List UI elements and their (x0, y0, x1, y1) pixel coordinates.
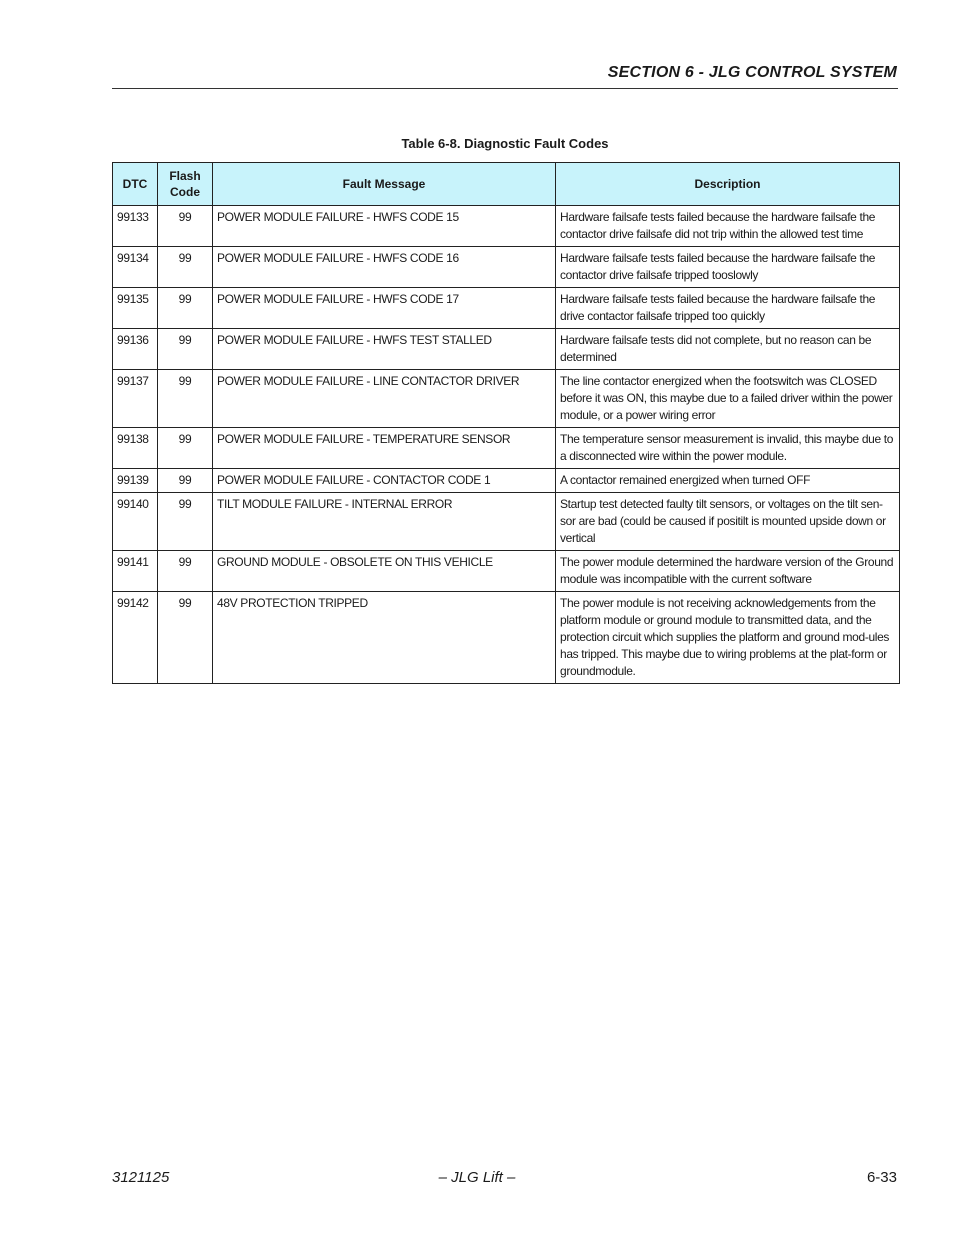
column-header-flash-code: Flash Code (158, 163, 213, 206)
dtc-cell: 99139 (113, 469, 158, 493)
table-body (113, 206, 900, 684)
table-row (113, 247, 900, 288)
dtc-cell: 99135 (113, 288, 158, 329)
fault-message-cell: TILT MODULE FAILURE - INTERNAL ERROR (213, 493, 556, 551)
flash-code-cell: 99 (158, 493, 213, 551)
table-row (113, 469, 900, 493)
flash-code-cell: 99 (158, 428, 213, 469)
footer-brand: – JLG Lift – (438, 1169, 516, 1186)
table-row (113, 329, 900, 370)
dtc-cell: 99140 (113, 493, 158, 551)
fault-message-cell: GROUND MODULE - OBSOLETE ON THIS VEHICLE (213, 551, 556, 592)
table-header-row (113, 163, 900, 206)
dtc-cell: 99142 (113, 592, 158, 684)
table-row (113, 288, 900, 329)
diagnostic-fault-codes-table (112, 162, 900, 684)
flash-code-cell: 99 (158, 206, 213, 247)
flash-code-cell: 99 (158, 469, 213, 493)
fault-message-cell: POWER MODULE FAILURE - HWFS CODE 15 (213, 206, 556, 247)
table-row (113, 428, 900, 469)
flash-code-cell: 99 (158, 592, 213, 684)
footer-doc-number: 3121125 (112, 1169, 170, 1186)
dtc-cell: 99133 (113, 206, 158, 247)
table-row (113, 370, 900, 428)
description-cell: The temperature sensor measurement is invalid, this maybe due to a disconnected wire within the power module. (556, 428, 900, 469)
footer-page-number: 6-33 (866, 1169, 897, 1186)
column-header-description: Description (556, 163, 900, 206)
description-cell: Hardware failsafe tests failed because the hardware failsafe the drive contactor failsafe tripped too quickly (556, 288, 900, 329)
flash-code-cell: 99 (158, 288, 213, 329)
description-cell: Hardware failsafe tests failed because the hardware failsafe the contactor drive failsafe did not trip within the allowed test time (556, 206, 900, 247)
fault-message-cell: POWER MODULE FAILURE - HWFS CODE 17 (213, 288, 556, 329)
table-row (113, 206, 900, 247)
description-cell: The line contactor energized when the footswitch was CLOSED before it was ON, this maybe due to a failed driver within the power module, or a power wiring error (556, 370, 900, 428)
description-cell: Startup test detected faulty tilt sensors, or voltages on the tilt sen-sor are bad (could be caused if positilt is mounted upside down or vertical (556, 493, 900, 551)
fault-message-cell: POWER MODULE FAILURE - HWFS CODE 16 (213, 247, 556, 288)
description-cell: Hardware failsafe tests did not complete, but no reason can be determined (556, 329, 900, 370)
flash-code-cell: 99 (158, 370, 213, 428)
fault-message-cell: POWER MODULE FAILURE - LINE CONTACTOR DRIVER (213, 370, 556, 428)
table-row (113, 592, 900, 684)
column-header-fault-message: Fault Message (213, 163, 556, 206)
description-cell: The power module is not receiving acknowledgements from the platform module or ground module to transmitted data, and the protection circuit which supplies the platform and ground mod-ules has tripped. This maybe due to wiring problems at the plat-form or groundmodule. (556, 592, 900, 684)
column-header-dtc: DTC (113, 163, 158, 206)
description-cell: Hardware failsafe tests failed because the hardware failsafe the contactor drive failsafe tripped tooslowly (556, 247, 900, 288)
dtc-cell: 99134 (113, 247, 158, 288)
table-caption: Table 6-8. Diagnostic Fault Codes (401, 136, 609, 151)
flash-code-cell: 99 (158, 247, 213, 288)
dtc-cell: 99138 (113, 428, 158, 469)
description-cell: A contactor remained energized when turned OFF (556, 469, 900, 493)
fault-message-cell: POWER MODULE FAILURE - TEMPERATURE SENSOR (213, 428, 556, 469)
flash-code-cell: 99 (158, 551, 213, 592)
description-cell: The power module determined the hardware version of the Ground module was incompatible with the current software (556, 551, 900, 592)
table-row (113, 551, 900, 592)
dtc-cell: 99137 (113, 370, 158, 428)
fault-message-cell: 48V PROTECTION TRIPPED (213, 592, 556, 684)
dtc-cell: 99141 (113, 551, 158, 592)
dtc-cell: 99136 (113, 329, 158, 370)
section-title: SECTION 6 - JLG CONTROL SYSTEM (607, 64, 897, 81)
fault-message-cell: POWER MODULE FAILURE - CONTACTOR CODE 1 (213, 469, 556, 493)
header-divider (112, 88, 898, 89)
fault-message-cell: POWER MODULE FAILURE - HWFS TEST STALLED (213, 329, 556, 370)
table-row (113, 493, 900, 551)
flash-code-cell: 99 (158, 329, 213, 370)
